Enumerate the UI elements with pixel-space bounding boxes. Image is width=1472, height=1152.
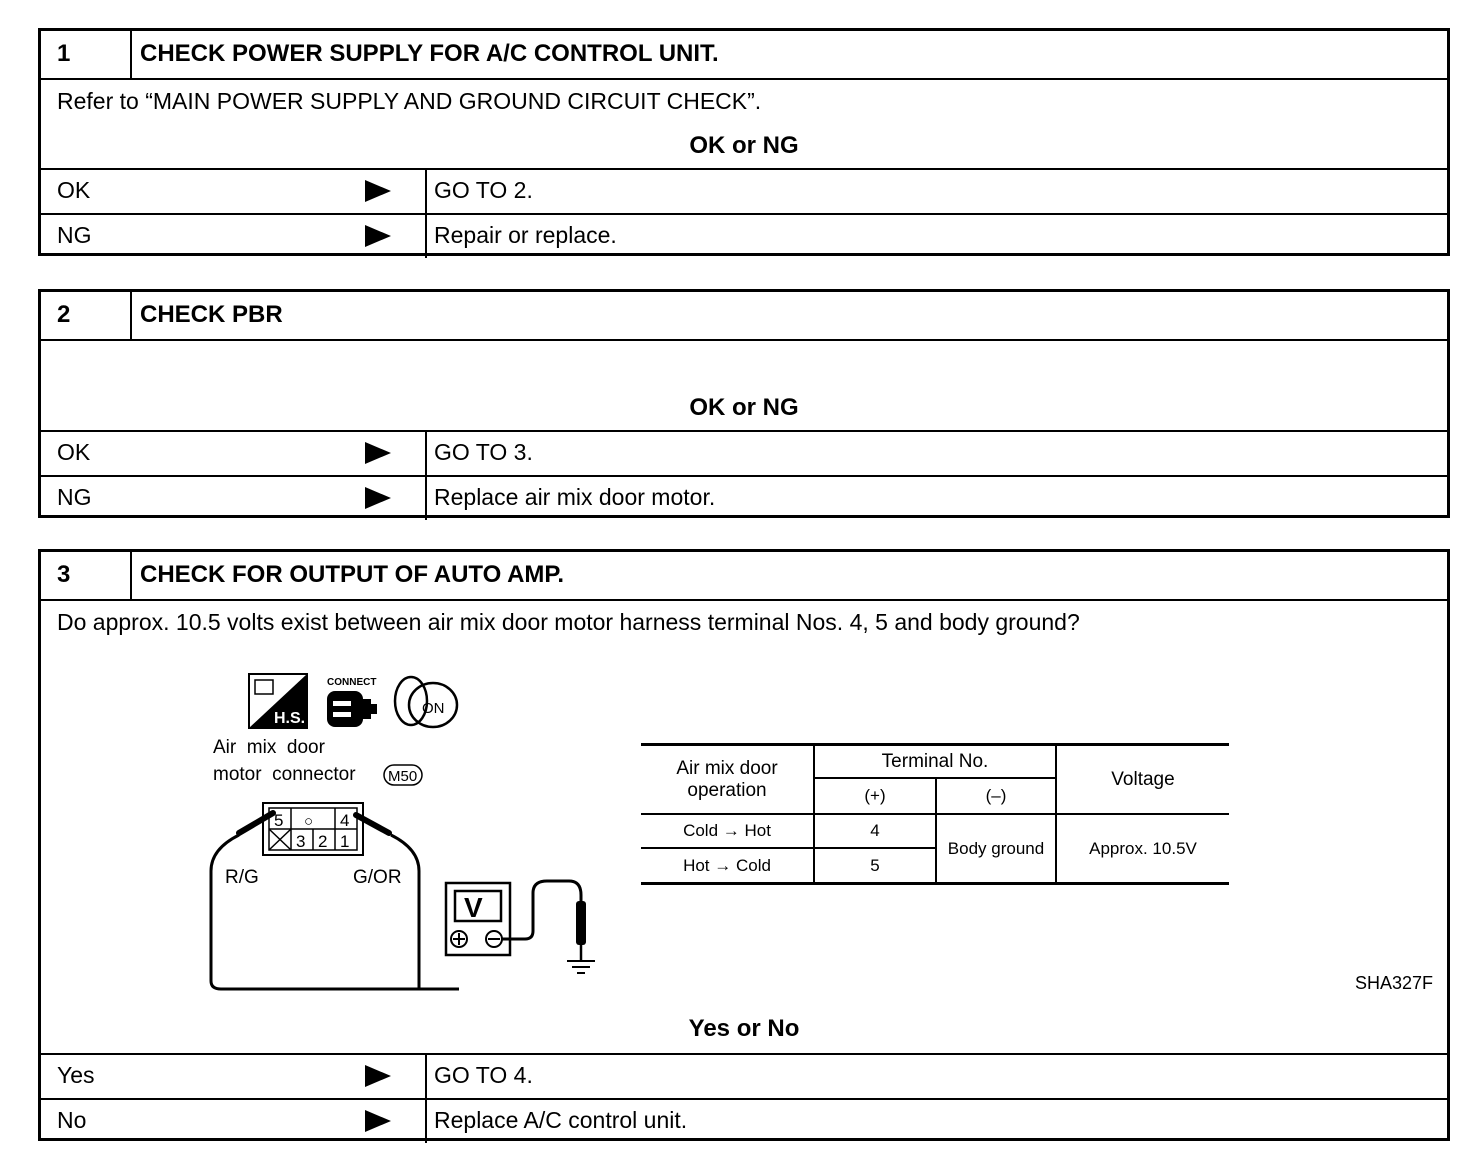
result-label: No [41, 1100, 427, 1143]
step-header [41, 31, 1447, 80]
voltmeter [446, 883, 510, 955]
minus-value: Body ground [947, 838, 1045, 858]
arrow-right-icon [365, 1065, 391, 1087]
step-number: 3 [41, 552, 132, 599]
ignition-on-label: ON [422, 700, 445, 717]
step-title: CHECK PBR [140, 301, 283, 328]
step-header [41, 552, 1447, 601]
result-row [41, 170, 1447, 215]
result-action: GO TO 2. [434, 177, 533, 203]
row-operation: Cold → Hot [683, 821, 771, 840]
step-instruction: Do approx. 10.5 volts exist between air mix door motor harness terminal Nos. 4, 5 and body ground? [57, 609, 1080, 635]
pin-3: 3 [296, 832, 306, 851]
header-terminal: Terminal No. [881, 750, 989, 772]
pin-2: 2 [318, 832, 328, 851]
step-number: 1 [41, 31, 132, 78]
motor-connector [263, 803, 363, 855]
arrow-right-icon [365, 180, 391, 202]
connector-label-line1: Air mix door [213, 737, 325, 758]
step-2 [38, 289, 1450, 518]
step-3 [38, 549, 1450, 1141]
figure-id: SHA327F [1354, 973, 1433, 993]
row-operation: Hot → Cold [683, 855, 771, 875]
ground-lead [502, 881, 581, 939]
header-voltage: Voltage [1111, 768, 1175, 790]
step-1 [38, 28, 1450, 256]
step-title: CHECK POWER SUPPLY FOR A/C CONTROL UNIT. [140, 40, 719, 67]
ignition-on-icon [395, 677, 457, 727]
result-action: GO TO 4. [434, 1062, 533, 1088]
row-plus: 4 [870, 821, 880, 840]
pin-5: 5 [274, 811, 284, 830]
pin-1: 1 [340, 832, 350, 851]
arrow-right-icon [365, 1110, 391, 1132]
result-label: OK [41, 170, 427, 213]
step-verdict: Yes or No [688, 1015, 800, 1042]
ground-icon [567, 961, 595, 973]
pin-4: 4 [340, 811, 350, 830]
connector-label-line2: motor connector [213, 764, 356, 785]
wire-g-or [391, 835, 419, 989]
result-label: NG [41, 215, 427, 258]
connect-icon [327, 677, 377, 727]
connect-label: CONNECT [327, 677, 377, 688]
result-row [41, 1100, 1447, 1143]
connector-code: M50 [388, 768, 418, 785]
result-label: NG [41, 477, 427, 520]
step-body [41, 341, 1447, 432]
result-row [41, 477, 1447, 520]
step-title: CHECK FOR OUTPUT OF AUTO AMP. [140, 561, 565, 588]
hot-shot-icon [249, 674, 307, 728]
arrow-right-icon [365, 487, 391, 509]
wire-label-left: R/G [225, 867, 259, 888]
step-verdict: OK or NG [689, 132, 799, 159]
step-verdict: OK or NG [689, 394, 799, 421]
result-action: Replace air mix door motor. [434, 484, 716, 510]
voltmeter-label: V [464, 892, 483, 923]
row-plus: 5 [870, 855, 880, 875]
wire-label-right: G/OR [353, 867, 402, 888]
result-row [41, 215, 1447, 258]
arrow-right-icon [365, 442, 391, 464]
step-number: 2 [41, 292, 132, 339]
voltage-value: Approx. 10.5V [1089, 838, 1197, 858]
step-body [41, 601, 1447, 1055]
step-instruction: Refer to “MAIN POWER SUPPLY AND GROUND CIRCUIT CHECK”. [57, 88, 762, 114]
header-operation: Air mix door operation [676, 757, 778, 801]
result-label: Yes [41, 1055, 427, 1098]
result-action: Repair or replace. [434, 222, 617, 248]
step-header [41, 292, 1447, 341]
result-label: OK [41, 432, 427, 475]
result-action: Replace A/C control unit. [434, 1107, 688, 1133]
step-body [41, 80, 1447, 170]
result-row [41, 1055, 1447, 1100]
header-plus: (+) [864, 786, 886, 805]
hot-shot-label: H.S. [274, 710, 306, 727]
header-minus: (–) [985, 786, 1007, 805]
arrow-right-icon [365, 225, 391, 247]
result-action: GO TO 3. [434, 439, 533, 465]
result-row [41, 432, 1447, 477]
terminal-voltage-table [641, 743, 1229, 887]
pin-empty: ○ [304, 813, 314, 830]
